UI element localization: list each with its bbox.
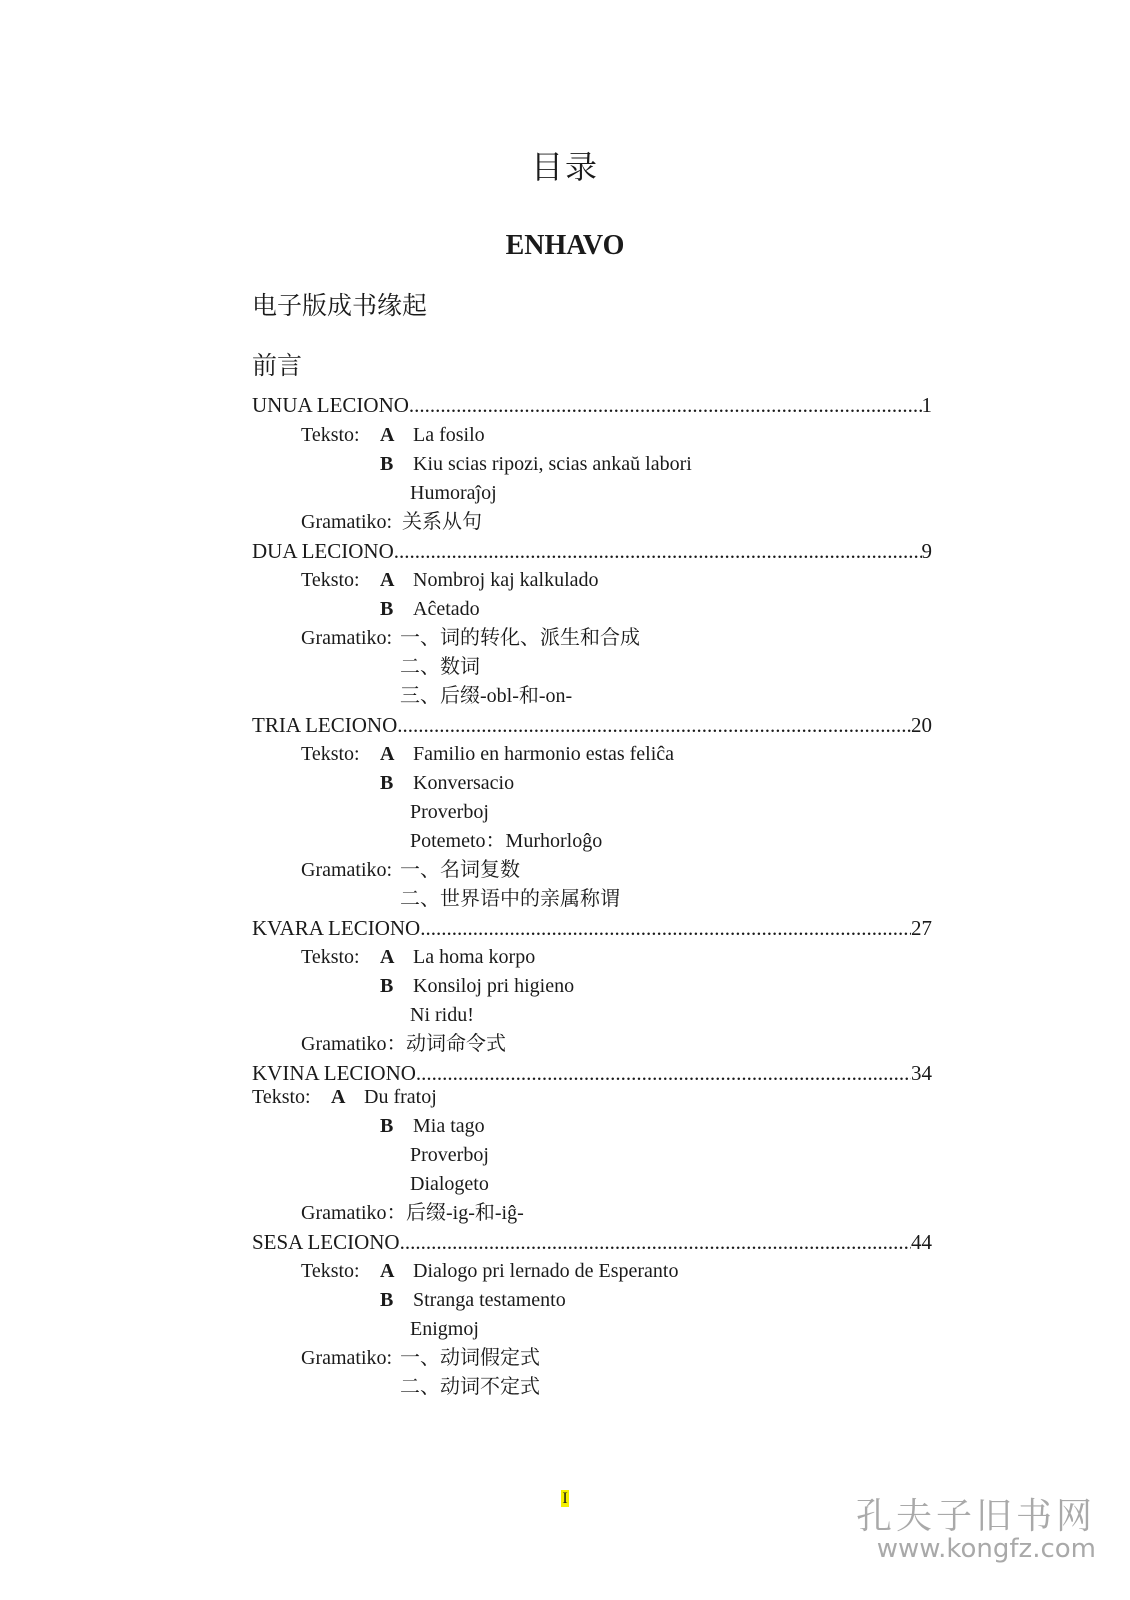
page-number: I <box>562 1490 568 1507</box>
toc-entry: Familio en harmonio estas feliĉa <box>413 743 675 765</box>
toc-entry: Du fratoj <box>364 1086 437 1108</box>
toc-entry: 一、名词复数 <box>400 859 520 881</box>
toc-entry: 一、动词假定式 <box>400 1347 540 1369</box>
marker-a: A <box>380 1260 395 1282</box>
marker-b: B <box>380 598 394 620</box>
lesson-title: SESA LECIONO <box>252 1230 400 1254</box>
tekstoj-label: Teksto: <box>301 743 360 765</box>
toc-entry: 二、动词不定式 <box>400 1376 540 1398</box>
gramatiko-label: Gramatiko: <box>301 627 393 649</box>
toc-entry: 二、数词 <box>400 656 480 678</box>
toc-entry: Mia tago <box>413 1115 485 1137</box>
page-subtitle: ENHAVO <box>505 230 625 261</box>
toc-entry: 一、词的转化、派生和合成 <box>400 627 640 649</box>
watermark-url: www.kongfz.com <box>876 1534 1096 1564</box>
marker-b: B <box>380 772 394 794</box>
marker-a: A <box>380 743 395 765</box>
toc-preface-item: 电子版成书缘起 <box>252 291 428 320</box>
toc-entry: 二、世界语中的亲属称谓 <box>400 888 620 910</box>
page-title: 目录 <box>530 148 599 186</box>
toc-entry: Potemeto：Murhorloĝo <box>410 830 603 852</box>
lesson-page: 1 <box>921 393 932 417</box>
toc-lesson-entry <box>252 1060 932 1086</box>
marker-b: B <box>380 1289 394 1311</box>
marker-b: B <box>380 975 394 997</box>
toc-entry: 后缀-ig-和-iĝ- <box>406 1202 524 1224</box>
lesson-title: KVARA LECIONO <box>252 916 421 940</box>
marker-b: B <box>380 453 394 475</box>
lesson-page: 34 <box>911 1061 932 1085</box>
lesson-title: KVINA LECIONO <box>252 1061 416 1085</box>
tekstoj-label: Teksto: <box>301 946 360 968</box>
gramatiko-label: Gramatiko: <box>301 511 393 533</box>
marker-a: A <box>380 424 395 446</box>
toc-entry: Dialogo pri lernado de Esperanto <box>413 1260 679 1282</box>
toc-entry: 关系从句 <box>402 511 482 533</box>
toc-entry: Aĉetado <box>413 598 480 620</box>
toc-entry: Kiu scias ripozi, scias ankaŭ labori <box>413 453 692 475</box>
tekstoj-label: Teksto: <box>301 424 360 446</box>
toc-entry: Proverboj <box>410 801 489 823</box>
marker-b: B <box>380 1115 394 1137</box>
marker-a: A <box>331 1086 346 1108</box>
tekstoj-label: Teksto: <box>301 569 360 591</box>
toc-lesson-entry <box>252 1229 932 1255</box>
toc-entry: Dialogeto <box>410 1173 489 1195</box>
toc-entry: Nombroj kaj kalkulado <box>413 569 599 591</box>
toc-lesson-entry <box>252 712 932 738</box>
marker-a: A <box>380 946 395 968</box>
toc-entry: Konsiloj pri higieno <box>413 975 575 997</box>
toc-entry: La fosilo <box>413 424 485 446</box>
toc-entry: Stranga testamento <box>413 1289 566 1311</box>
toc-entry: La homa korpo <box>413 946 536 968</box>
lesson-page: 9 <box>921 539 932 563</box>
lesson-title: DUA LECIONO <box>252 539 394 563</box>
toc-entry: Enigmoj <box>410 1318 479 1340</box>
toc-entry: 动词命令式 <box>406 1033 506 1055</box>
tekstoj-label: Teksto: <box>301 1260 360 1282</box>
lesson-page: 20 <box>911 713 932 737</box>
gramatiko-label: Gramatiko: <box>301 1347 393 1369</box>
toc-entry: Proverboj <box>410 1144 489 1166</box>
lesson-page: 44 <box>911 1230 932 1254</box>
toc-lesson-entry <box>252 538 932 564</box>
toc-entry: Ni ridu! <box>410 1004 474 1026</box>
gramatiko-label: Gramatiko: <box>301 859 393 881</box>
lesson-title: TRIA LECIONO <box>252 713 398 737</box>
toc-entry: Humoraĵoj <box>410 482 497 504</box>
lesson-title: UNUA LECIONO <box>252 393 409 417</box>
gramatiko-label: Gramatiko： <box>301 1202 407 1224</box>
marker-a: A <box>380 569 395 591</box>
lesson-page: 27 <box>911 916 932 940</box>
tekstoj-label: Teksto: <box>252 1086 311 1108</box>
toc-lesson-entry <box>252 915 932 941</box>
gramatiko-label: Gramatiko： <box>301 1033 407 1055</box>
toc-preface-item: 前言 <box>252 351 303 380</box>
toc-lesson-entry <box>252 392 932 418</box>
toc-entry: 三、后缀-obl-和-on- <box>400 685 573 707</box>
watermark-logo: 孔夫子旧书网 <box>855 1496 1096 1537</box>
toc-entry: Konversacio <box>413 772 515 794</box>
